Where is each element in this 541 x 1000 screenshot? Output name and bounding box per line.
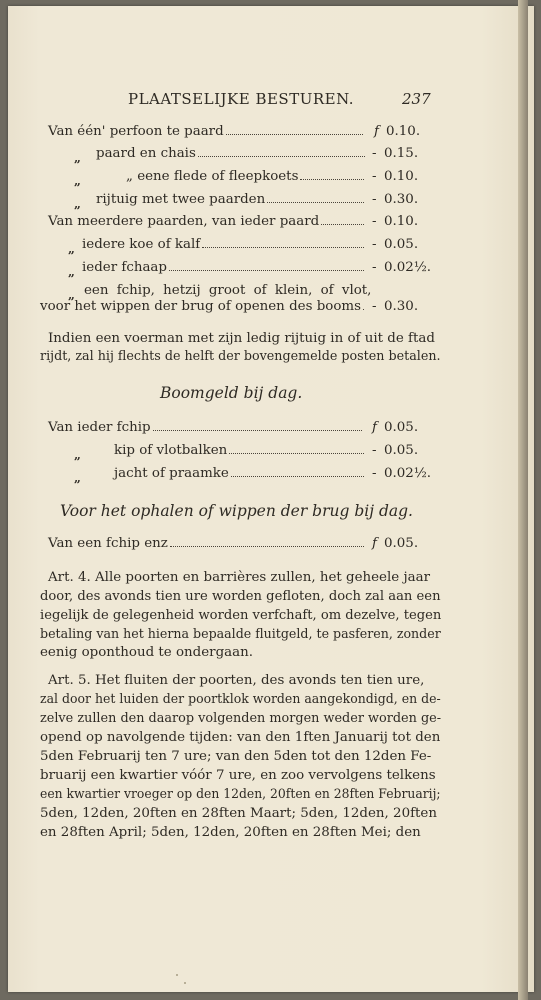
toll-value: 0.10.	[384, 214, 419, 229]
toll-currency: -	[372, 260, 377, 275]
leader-dots	[226, 134, 363, 135]
page-number: 237	[402, 90, 431, 108]
toll-currency: f	[372, 536, 377, 551]
toll-label: „ eene flede of fleepkoets	[126, 169, 299, 184]
ditto-mark: „	[74, 197, 81, 211]
toll-value: 0.30.	[384, 192, 419, 207]
toll-label: paard en chais	[96, 146, 196, 161]
section-heading-boomgeld: Boomgeld bij dag.	[160, 384, 303, 402]
ditto-mark: „	[68, 242, 75, 256]
text-line: 5den, 12den, 20ften en 28ften Maart; 5den, 12den, 20ften	[40, 806, 437, 821]
toll-currency: -	[372, 466, 377, 481]
paper-speck	[184, 982, 186, 984]
text-line: rijdt, zal hij flechts de helft der bovengemelde posten betalen.	[40, 349, 441, 364]
toll-label: Van ieder fchip	[48, 420, 151, 435]
toll-value: 0.15.	[384, 146, 419, 161]
toll-label: Van één' perfoon te paard	[48, 124, 224, 139]
toll-value: 0.05.	[384, 237, 419, 252]
text-line: zelve zullen den daarop volgenden morgen weder worden ge-	[40, 711, 442, 726]
book-page	[8, 6, 534, 992]
ditto-mark: „	[74, 151, 81, 165]
toll-currency: -	[372, 237, 377, 252]
text-line: zal door het luiden der poortklok worden aangekondigd, en de-	[40, 692, 441, 707]
leader-dots	[170, 546, 364, 547]
leader-dots	[229, 453, 364, 454]
ditto-mark: „	[68, 288, 75, 302]
toll-label: kip of vlotbalken	[114, 443, 228, 458]
running-header: PLAATSELIJKE BESTUREN.	[128, 90, 355, 108]
section-heading-ophalen: Voor het ophalen of wippen der brug bij dag.	[60, 502, 413, 520]
toll-label: een fchip, hetzij groot of klein, of vlot,	[84, 283, 372, 298]
text-line: bruarij een kwartier vóór 7 ure, en zoo vervolgens telkens	[40, 768, 436, 783]
toll-currency: -	[372, 169, 377, 184]
text-line: eenig oponthoud te ondergaan.	[40, 645, 253, 660]
toll-value: 0.10.	[384, 169, 419, 184]
leader-dots	[202, 247, 364, 248]
leader-dots	[300, 179, 364, 180]
leader-dots	[267, 202, 364, 203]
book-spine-edge	[518, 0, 528, 1000]
text-line: opend op navolgende tijden: van den 1ften Januarij tot den	[40, 730, 441, 745]
text-line: 5den Februarij ten 7 ure; van den 5den tot den 12den Fe-	[40, 749, 432, 764]
text-line: Art. 5. Het fluiten der poorten, des avonds ten tien ure,	[48, 673, 425, 688]
toll-value: 0.30.	[384, 299, 419, 314]
toll-currency: -	[372, 146, 377, 161]
toll-label: Van een fchip enz	[48, 536, 168, 551]
ditto-mark: „	[74, 471, 81, 485]
toll-value: 0.05.	[384, 536, 419, 551]
toll-value: 0.02½.	[384, 260, 432, 275]
ditto-mark: „	[68, 265, 75, 279]
toll-label: Van meerdere paarden, van ieder paard	[48, 214, 320, 229]
toll-currency: -	[372, 443, 377, 458]
leader-dots	[169, 270, 364, 271]
leader-dots	[153, 430, 362, 431]
text-line: een kwartier vroeger op den 12den, 20ften en 28ften Februarij;	[40, 787, 441, 802]
toll-value: 0.05.	[384, 420, 419, 435]
toll-value: 0.10.	[386, 124, 421, 139]
toll-label: voor het wippen der brug of openen des booms	[40, 299, 361, 314]
text-line: Art. 4. Alle poorten en barrières zullen, het geheele jaar	[48, 570, 430, 585]
ditto-mark: „	[74, 448, 81, 462]
toll-currency: -	[372, 192, 377, 207]
leader-dots	[198, 156, 365, 157]
leader-dots	[363, 309, 364, 310]
toll-label: rijtuig met twee paarden	[96, 192, 266, 207]
toll-value: 0.05.	[384, 443, 419, 458]
paper-speck	[176, 974, 178, 976]
text-line: betaling van het hierna bepaalde fluitgeld, te pasferen, zonder	[40, 627, 441, 642]
toll-currency: f	[372, 420, 377, 435]
leader-dots	[231, 476, 364, 477]
toll-label: ieder fchaap	[82, 260, 167, 275]
text-line: iegelijk de gelegenheid worden verfchaft, om dezelve, tegen	[40, 608, 442, 623]
text-line: door, des avonds tien ure worden gefloten, doch zal aan een	[40, 589, 441, 604]
toll-currency: -	[372, 299, 377, 314]
text-line: Indien een voerman met zijn ledig rijtuig in of uit de ftad	[48, 331, 435, 346]
toll-label: jacht of praamke	[114, 466, 229, 481]
text-line: en 28ften April; 5den, 12den, 20ften en 28ften Mei; den	[40, 825, 421, 840]
toll-value: 0.02½.	[384, 466, 432, 481]
toll-label: iedere koe of kalf	[82, 237, 201, 252]
ditto-mark: „	[74, 174, 81, 188]
toll-currency: -	[372, 214, 377, 229]
leader-dots	[321, 224, 364, 225]
toll-currency: f	[374, 124, 379, 139]
